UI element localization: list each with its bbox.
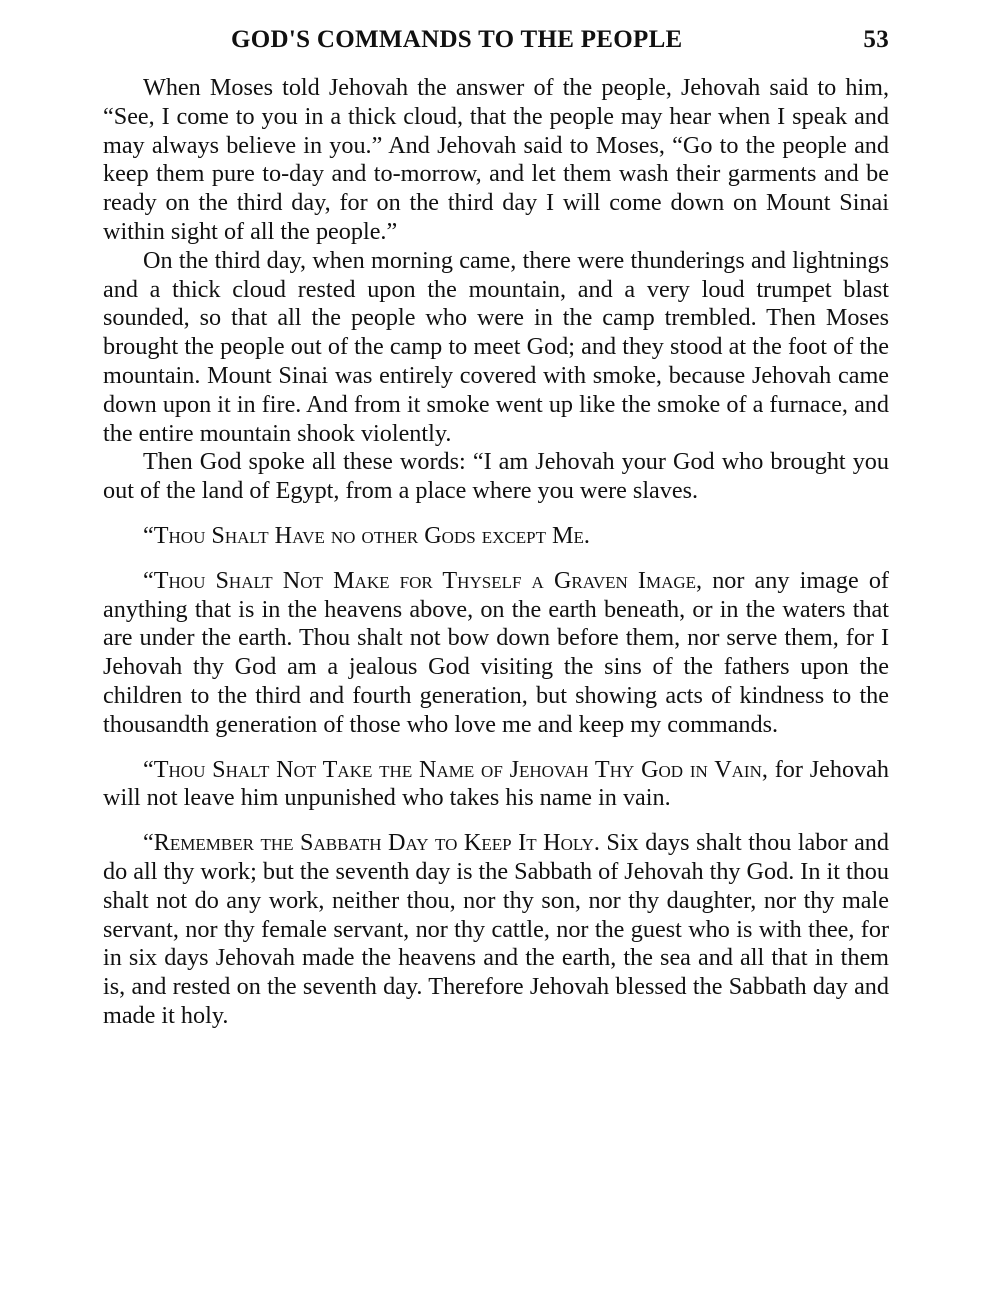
- commandment-heading: “Remember the Sabbath Day to Keep It Holy.: [143, 829, 600, 857]
- commandment-heading: “Thou Shalt Have no other Gods except Me.: [143, 521, 590, 549]
- chapter-title: GOD'S COMMANDS TO THE PEOPLE: [231, 26, 683, 53]
- commandment-body: for Jehovah will not leave him unpunished who takes his name in vain.: [103, 755, 889, 812]
- commandment-body: nor any image of anything that is in the heavens above, on the earth beneath, or in the waters that are under the earth. Thou shalt not bow down before them, nor serve them, for I Jehovah thy God am a jealous God visiting the sins of the fathers upon the children to the third and fourth generation, but showing acts of kindness to the thousandth generation of those who love me and keep my commands.: [103, 566, 889, 738]
- paragraph: Then God spoke all these words: “I am Jehovah your God who brought you out of the land of Egypt, from a place where you were slaves.: [103, 448, 889, 505]
- paragraph: On the third day, when morning came, there were thunderings and lightnings and a thick cloud rested upon the mountain, and a very loud trumpet blast sounded, so that all the people who were in the camp trembled. Then Moses brought the people out of the camp to meet God; and they stood at the foot of the mountain. Mount Sinai was entirely covered with smoke, because Jehovah came down upon it in fire. And from it smoke went up like the smoke of a furnace, and the entire mountain shook violently.: [103, 246, 889, 447]
- commandment: [103, 522, 889, 551]
- paragraph: When Moses told Jehovah the answer of the people, Jehovah said to him, “See, I come to you in a thick cloud, that the people may hear when I speak and may always believe in you.” And Jehovah said to Moses, “Go to the people and keep them pure to-day and to-morrow, and let them wash their garments and be ready on the third day, for on the third day I will come down on Mount Sinai within sight of all the people.”: [103, 74, 889, 245]
- page-number: 53: [863, 26, 889, 53]
- commandment: [103, 756, 889, 814]
- commandment-heading: “Thou Shalt Not Take the Name of Jehovah Thy God in Vain,: [143, 755, 768, 783]
- commandment: [103, 829, 889, 1031]
- commandment-body: Six days shalt thou labor and do all thy work; but the seventh day is the Sabbath of Jehovah thy God. In it thou shalt not do any work, neither thou, nor thy son, nor thy daughter, nor thy male servant, nor thy female servant, nor thy cattle, nor the guest who is with thee, for in six days Jehovah made the heavens and the earth, the sea and all that in them is, and rested on the seventh day. Therefore Jehovah blessed the Sabbath day and made it holy.: [103, 829, 889, 1029]
- commandment-heading: “Thou Shalt Not Make for Thyself a Graven Image,: [143, 566, 703, 594]
- book-page: [103, 22, 889, 1031]
- running-head: [103, 22, 889, 62]
- commandment: [103, 567, 889, 740]
